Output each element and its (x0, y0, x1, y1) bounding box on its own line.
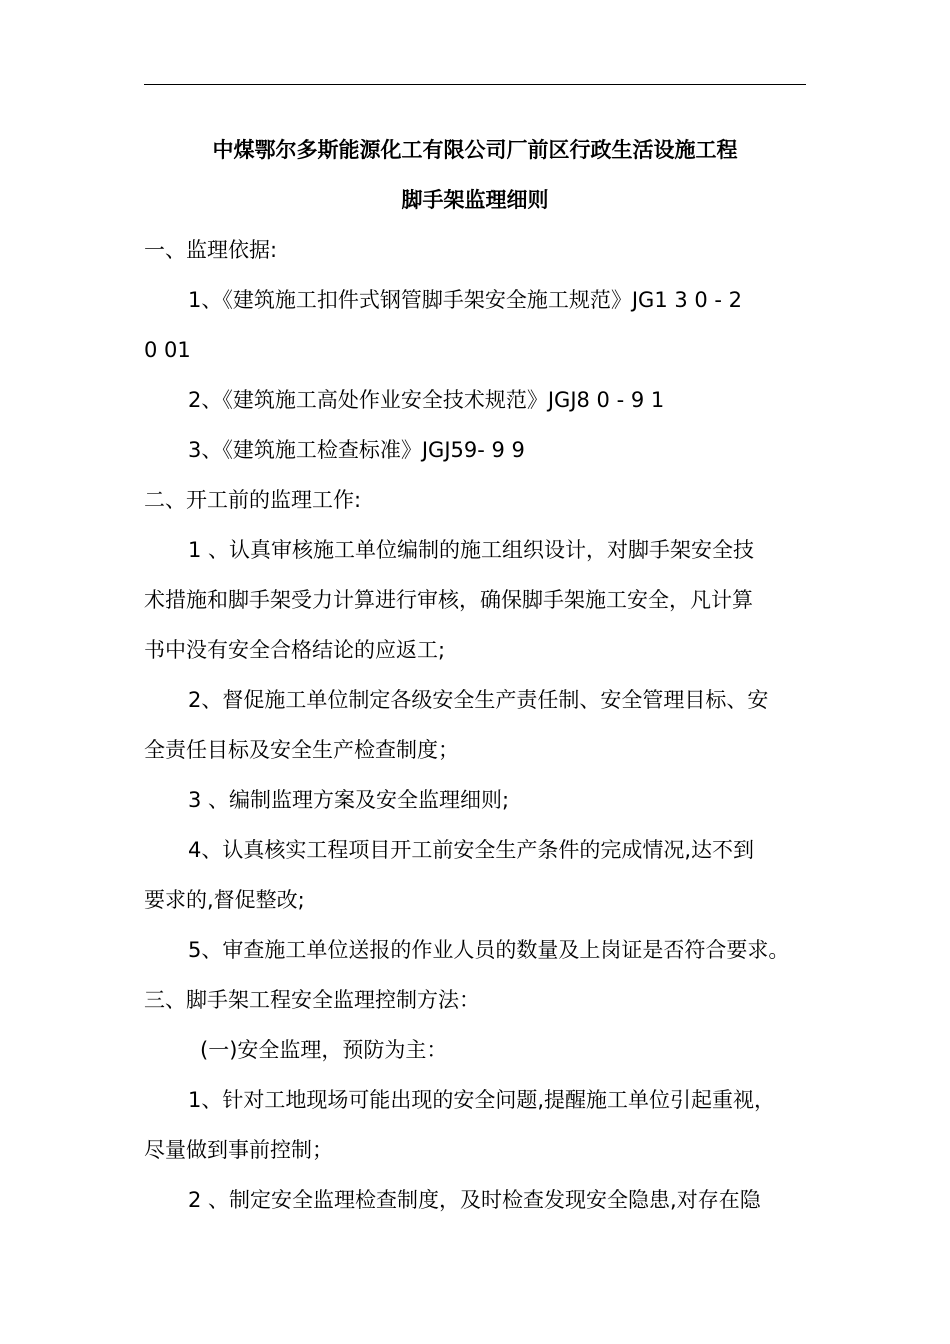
body-line: 2 、制定安全监理检查制度，及时检查发现安全隐患,对存在隐 (188, 1188, 761, 1212)
document-title-line1: 中煤鄂尔多斯能源化工有限公司厂前区行政生活设施工程 (212, 138, 738, 162)
section-heading-2: 二、开工前的监理工作: (144, 488, 362, 512)
body-line: 全责任目标及安全生产检查制度； (144, 738, 459, 762)
body-line: 1、针对工地现场可能出现的安全问题,提醒施工单位引起重视， (188, 1088, 776, 1112)
body-line: 1 、认真审核施工单位编制的施工组织设计，对脚手架安全技 (188, 538, 755, 562)
section-heading-3: 三、脚手架工程安全监理控制方法： (144, 988, 480, 1012)
body-line: 2、《建筑施工高处作业安全技术规范》JGJ8 0 - 9 1 (188, 388, 665, 412)
body-line: 要求的,督促整改; (144, 888, 305, 912)
body-line: 书中没有安全合格结论的应返工; (144, 638, 446, 662)
body-line: 0 01 (144, 338, 191, 362)
body-line: 2、督促施工单位制定各级安全生产责任制、安全管理目标、安 (188, 688, 769, 712)
body-line: 1、《建筑施工扣件式钢管脚手架安全施工规范》JG1 3 0 - 2 (188, 288, 743, 312)
body-line: 3、《建筑施工检查标准》JGJ59- 9 9 (188, 438, 525, 462)
header-rule (144, 84, 806, 85)
body-line: 4、认真核实工程项目开工前安全生产条件的完成情况,达不到 (188, 838, 755, 862)
body-line: 尽量做到事前控制； (144, 1138, 333, 1162)
section-heading-1: 一、监理依据: (144, 238, 278, 262)
body-line: 3 、编制监理方案及安全监理细则; (188, 788, 510, 812)
body-line: 5、审查施工单位送报的作业人员的数量及上岗证是否符合要求。 (188, 938, 790, 962)
document-title-line2: 脚手架监理细则 (401, 188, 549, 212)
body-line: 术措施和脚手架受力计算进行审核，确保脚手架施工安全，凡计算 (144, 588, 753, 612)
subsection-heading: (一)安全监理，预防为主： (200, 1038, 448, 1062)
